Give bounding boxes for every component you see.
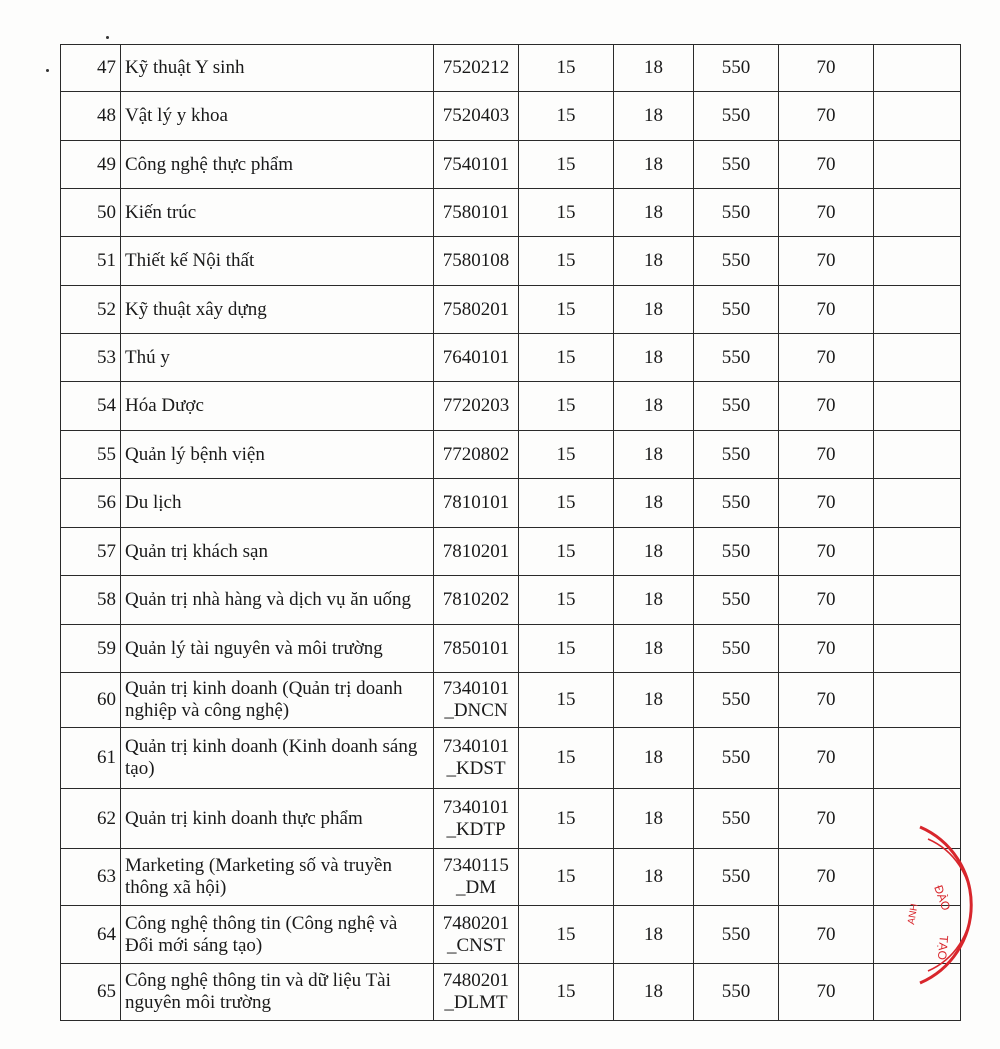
program-name: Kỹ thuật xây dựng: [121, 286, 434, 334]
row-number: 55: [61, 431, 121, 479]
program-name: Quản lý bệnh viện: [121, 431, 434, 479]
program-name: Công nghệ thông tin và dữ liệu Tài nguyên môi trường: [121, 964, 434, 1021]
note-cell: [874, 237, 961, 286]
table-row: [61, 625, 961, 673]
program-name: Du lịch: [121, 479, 434, 528]
program-name: Quản trị kinh doanh thực phẩm: [121, 789, 434, 849]
value-col-1: 15: [519, 286, 614, 334]
value-col-1: 15: [519, 849, 614, 906]
row-number: 61: [61, 728, 121, 789]
row-number: 52: [61, 286, 121, 334]
program-code: 7720203: [434, 382, 519, 431]
row-number: 59: [61, 625, 121, 673]
value-col-3: 550: [694, 431, 779, 479]
value-col-2: 18: [614, 431, 694, 479]
scan-speck: [46, 69, 49, 72]
table-row: [61, 92, 961, 141]
value-col-2: 18: [614, 479, 694, 528]
value-col-4: 70: [779, 964, 874, 1021]
value-col-4: 70: [779, 625, 874, 673]
value-col-1: 15: [519, 625, 614, 673]
value-col-3: 550: [694, 479, 779, 528]
value-col-2: 18: [614, 286, 694, 334]
value-col-1: 15: [519, 728, 614, 789]
program-code: 7580201: [434, 286, 519, 334]
program-code: 7810202: [434, 576, 519, 625]
row-number: 64: [61, 906, 121, 964]
program-name: Thiết kế Nội thất: [121, 237, 434, 286]
value-col-3: 550: [694, 964, 779, 1021]
program-name: Quản trị khách sạn: [121, 528, 434, 576]
value-col-2: 18: [614, 334, 694, 382]
note-cell: [874, 92, 961, 141]
value-col-2: 18: [614, 141, 694, 189]
program-name: Marketing (Marketing số và truyền thông xã hội): [121, 849, 434, 906]
value-col-4: 70: [779, 92, 874, 141]
value-col-4: 70: [779, 382, 874, 431]
value-col-2: 18: [614, 849, 694, 906]
value-col-3: 550: [694, 728, 779, 789]
note-cell: [874, 625, 961, 673]
table-row: [61, 431, 961, 479]
value-col-3: 550: [694, 334, 779, 382]
row-number: 58: [61, 576, 121, 625]
table-row: [61, 45, 961, 92]
value-col-3: 550: [694, 141, 779, 189]
row-number: 63: [61, 849, 121, 906]
value-col-3: 550: [694, 382, 779, 431]
row-number: 60: [61, 673, 121, 728]
row-number: 62: [61, 789, 121, 849]
note-cell: [874, 728, 961, 789]
value-col-1: 15: [519, 673, 614, 728]
value-col-2: 18: [614, 92, 694, 141]
value-col-1: 15: [519, 789, 614, 849]
value-col-2: 18: [614, 189, 694, 237]
program-code: 7520212: [434, 45, 519, 92]
svg-text:TẠO: TẠO: [934, 934, 951, 961]
value-col-2: 18: [614, 625, 694, 673]
program-code: 7580108: [434, 237, 519, 286]
program-name: Quản lý tài nguyên và môi trường: [121, 625, 434, 673]
value-col-2: 18: [614, 576, 694, 625]
program-name: Hóa Dược: [121, 382, 434, 431]
value-col-4: 70: [779, 528, 874, 576]
note-cell: [874, 431, 961, 479]
row-number: 65: [61, 964, 121, 1021]
note-cell: [874, 286, 961, 334]
value-col-1: 15: [519, 141, 614, 189]
row-number: 47: [61, 45, 121, 92]
value-col-4: 70: [779, 141, 874, 189]
value-col-3: 550: [694, 189, 779, 237]
value-col-2: 18: [614, 906, 694, 964]
value-col-4: 70: [779, 334, 874, 382]
value-col-1: 15: [519, 528, 614, 576]
table-row: [61, 576, 961, 625]
table-row: [61, 528, 961, 576]
value-col-4: 70: [779, 189, 874, 237]
value-col-1: 15: [519, 431, 614, 479]
value-col-2: 18: [614, 382, 694, 431]
admission-table: [60, 44, 961, 1021]
program-name: Quản trị nhà hàng và dịch vụ ăn uống: [121, 576, 434, 625]
value-col-3: 550: [694, 576, 779, 625]
note-cell: [874, 576, 961, 625]
program-name: Quản trị kinh doanh (Kinh doanh sáng tạo): [121, 728, 434, 789]
table-row: [61, 189, 961, 237]
program-code: 7640101: [434, 334, 519, 382]
value-col-1: 15: [519, 479, 614, 528]
table-row: [61, 141, 961, 189]
table-row: [61, 334, 961, 382]
svg-text:ĐÀO: ĐÀO: [931, 883, 954, 913]
value-col-1: 15: [519, 92, 614, 141]
note-cell: [874, 45, 961, 92]
scan-speck: [106, 36, 109, 39]
table-row: [61, 728, 961, 789]
table-row: [61, 964, 961, 1021]
value-col-4: 70: [779, 576, 874, 625]
row-number: 50: [61, 189, 121, 237]
value-col-1: 15: [519, 189, 614, 237]
value-col-3: 550: [694, 528, 779, 576]
note-cell: [874, 673, 961, 728]
value-col-1: 15: [519, 906, 614, 964]
value-col-1: 15: [519, 576, 614, 625]
value-col-2: 18: [614, 964, 694, 1021]
table-row: [61, 849, 961, 906]
value-col-4: 70: [779, 431, 874, 479]
row-number: 56: [61, 479, 121, 528]
value-col-3: 550: [694, 673, 779, 728]
program-code: 7340101 _DNCN: [434, 673, 519, 728]
value-col-3: 550: [694, 849, 779, 906]
value-col-3: 550: [694, 286, 779, 334]
program-code: 7580101: [434, 189, 519, 237]
program-code: 7340115 _DM: [434, 849, 519, 906]
value-col-2: 18: [614, 45, 694, 92]
value-col-4: 70: [779, 479, 874, 528]
value-col-2: 18: [614, 673, 694, 728]
value-col-3: 550: [694, 237, 779, 286]
table-row: [61, 789, 961, 849]
table-row: [61, 286, 961, 334]
value-col-4: 70: [779, 728, 874, 789]
value-col-1: 15: [519, 964, 614, 1021]
value-col-4: 70: [779, 789, 874, 849]
row-number: 51: [61, 237, 121, 286]
value-col-4: 70: [779, 45, 874, 92]
note-cell: [874, 334, 961, 382]
value-col-1: 15: [519, 382, 614, 431]
svg-text:ANH: ANH: [906, 902, 921, 926]
value-col-3: 550: [694, 92, 779, 141]
program-code: 7520403: [434, 92, 519, 141]
row-number: 49: [61, 141, 121, 189]
value-col-2: 18: [614, 728, 694, 789]
value-col-4: 70: [779, 673, 874, 728]
value-col-4: 70: [779, 286, 874, 334]
red-stamp-fragment: [900, 815, 1000, 995]
program-name: Kiến trúc: [121, 189, 434, 237]
program-name: Thú y: [121, 334, 434, 382]
value-col-3: 550: [694, 789, 779, 849]
value-col-4: 70: [779, 906, 874, 964]
program-code: 7340101 _KDTP: [434, 789, 519, 849]
table-row: [61, 479, 961, 528]
table-row: [61, 906, 961, 964]
program-name: Kỹ thuật Y sinh: [121, 45, 434, 92]
program-code: 7340101 _KDST: [434, 728, 519, 789]
value-col-4: 70: [779, 237, 874, 286]
value-col-3: 550: [694, 906, 779, 964]
value-col-2: 18: [614, 237, 694, 286]
program-code: 7720802: [434, 431, 519, 479]
value-col-3: 550: [694, 45, 779, 92]
program-code: 7850101: [434, 625, 519, 673]
value-col-1: 15: [519, 45, 614, 92]
program-name: Công nghệ thực phẩm: [121, 141, 434, 189]
program-name: Công nghệ thông tin (Công nghệ và Đổi mới sáng tạo): [121, 906, 434, 964]
note-cell: [874, 189, 961, 237]
note-cell: [874, 528, 961, 576]
value-col-3: 550: [694, 625, 779, 673]
note-cell: [874, 141, 961, 189]
value-col-2: 18: [614, 789, 694, 849]
program-code: 7480201 _DLMT: [434, 964, 519, 1021]
row-number: 48: [61, 92, 121, 141]
note-cell: [874, 382, 961, 431]
program-code: 7810101: [434, 479, 519, 528]
program-name: Vật lý y khoa: [121, 92, 434, 141]
row-number: 57: [61, 528, 121, 576]
value-col-1: 15: [519, 334, 614, 382]
row-number: 53: [61, 334, 121, 382]
value-col-4: 70: [779, 849, 874, 906]
row-number: 54: [61, 382, 121, 431]
table-row: [61, 237, 961, 286]
table-row: [61, 382, 961, 431]
program-code: 7810201: [434, 528, 519, 576]
value-col-1: 15: [519, 237, 614, 286]
value-col-2: 18: [614, 528, 694, 576]
program-code: 7540101: [434, 141, 519, 189]
program-name: Quản trị kinh doanh (Quản trị doanh nghiệp và công nghệ): [121, 673, 434, 728]
program-code: 7480201 _CNST: [434, 906, 519, 964]
note-cell: [874, 479, 961, 528]
table-row: [61, 673, 961, 728]
